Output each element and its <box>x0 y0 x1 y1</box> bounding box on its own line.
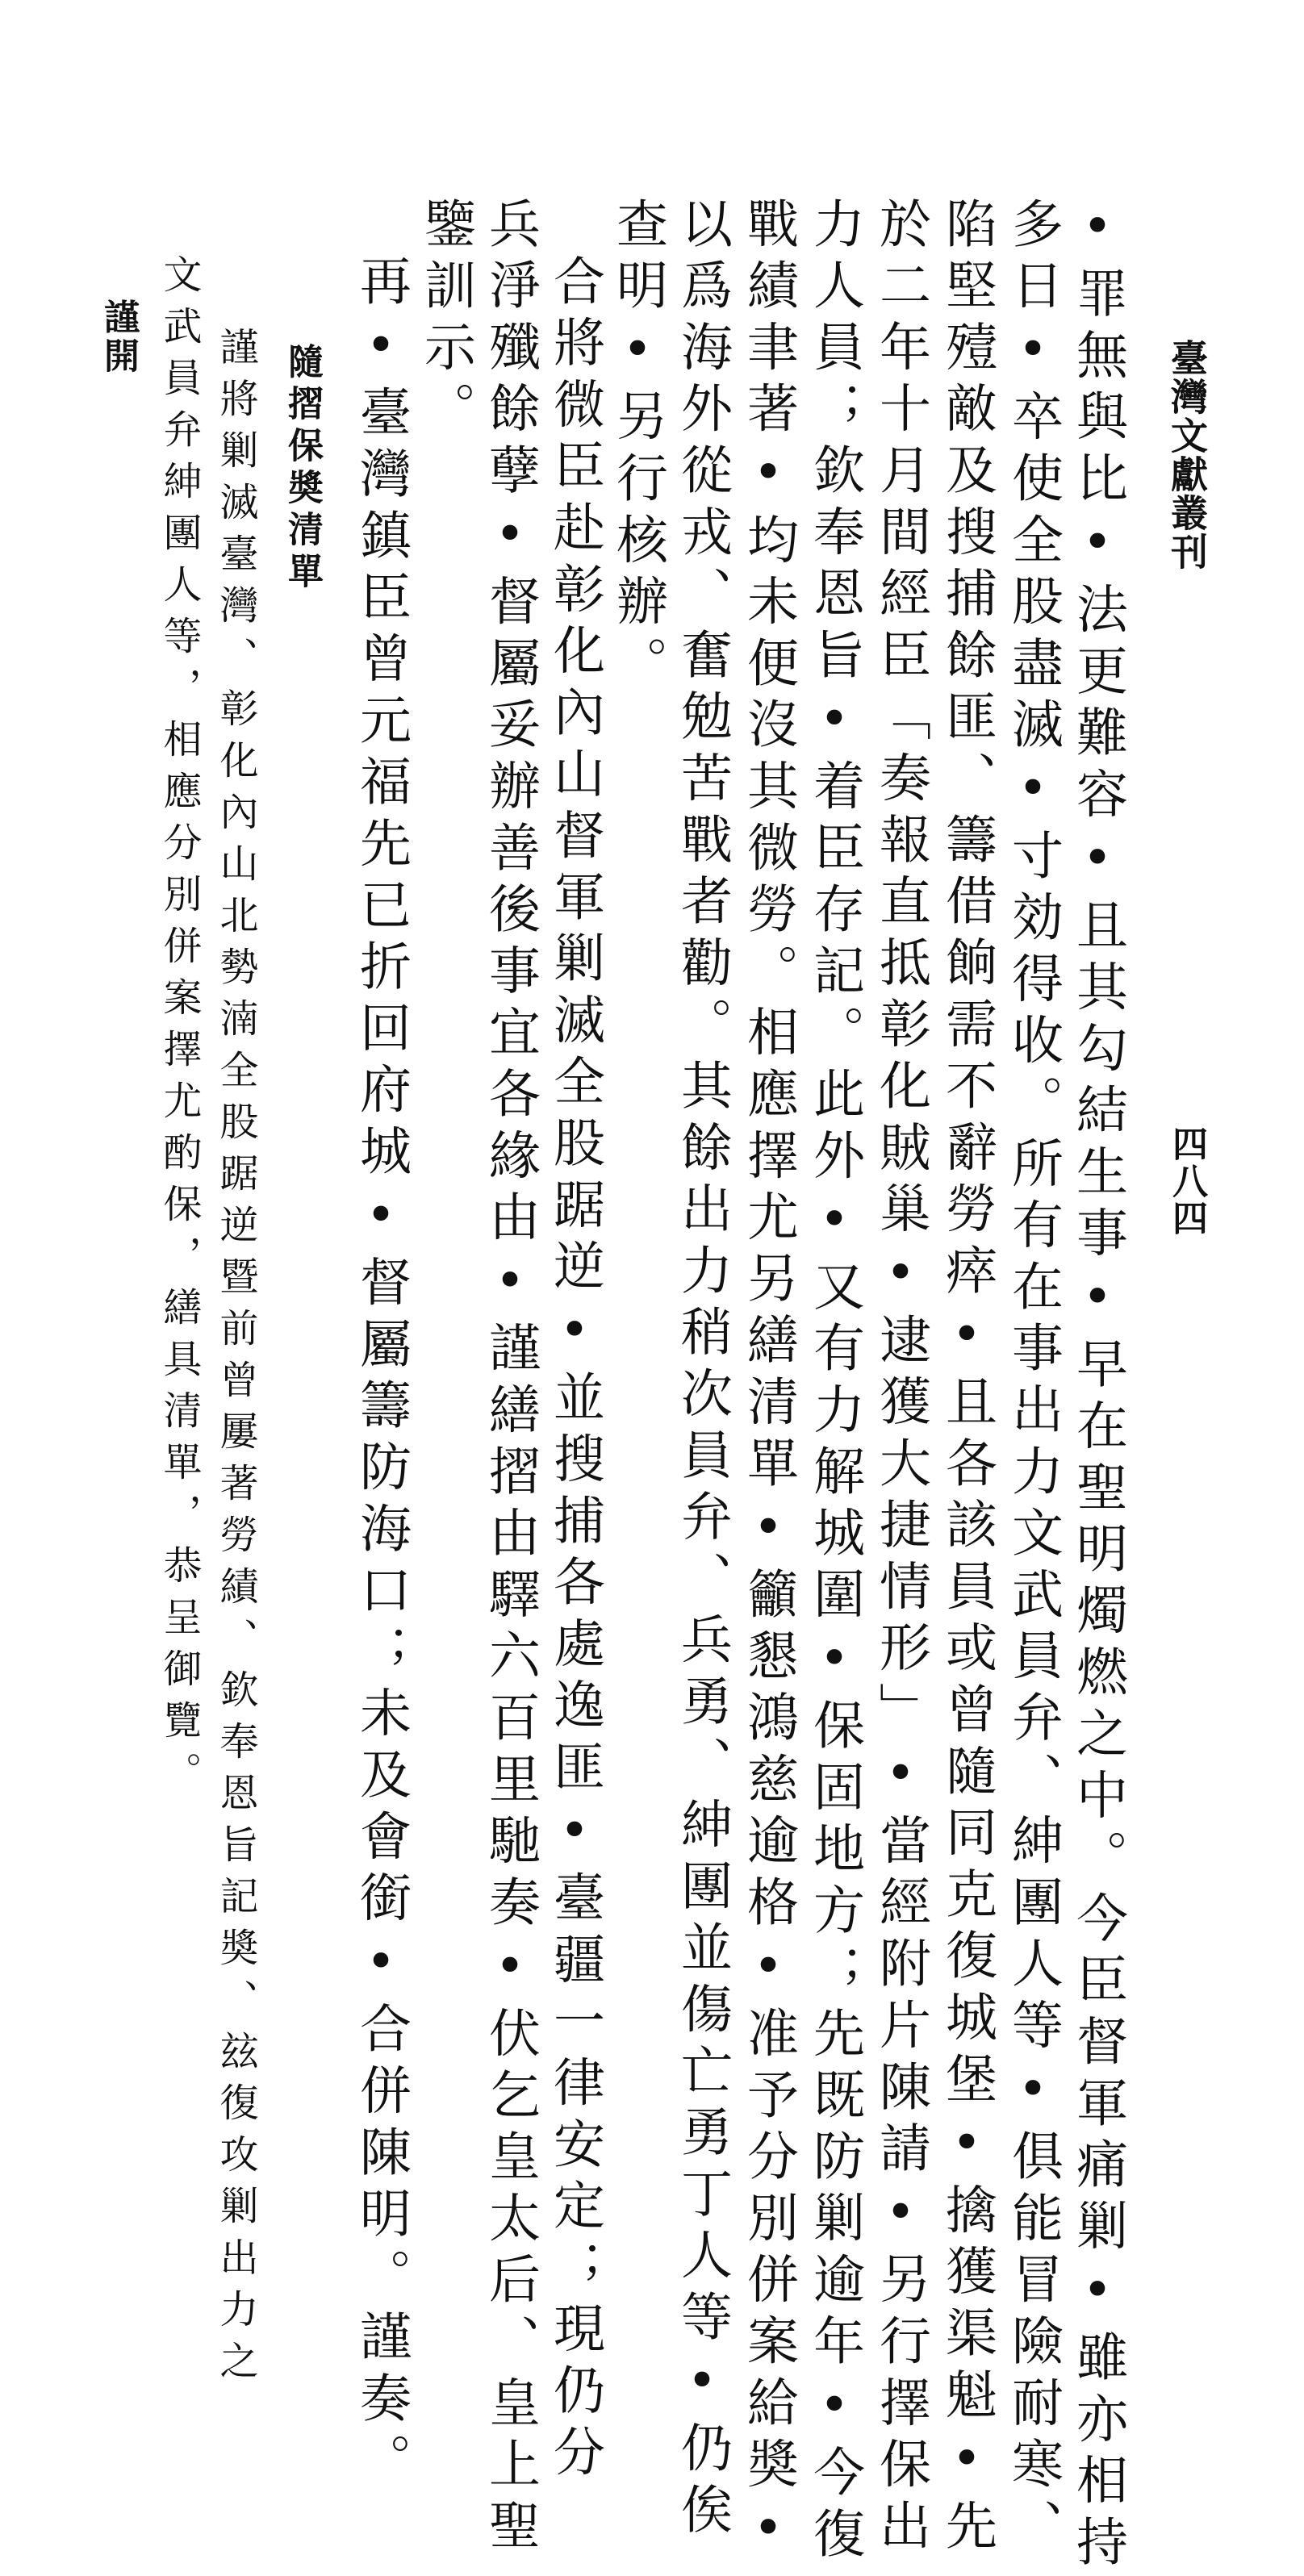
list-closing: 謹開 <box>98 299 139 376</box>
memorial-line: 鑒訓示。 <box>416 197 475 444</box>
list-line: 謹將剿滅臺灣、彰化內山北勢湳全股踞逆暨前曾屢著勞績、欽奉恩旨記奬、玆復攻剿出力之 <box>213 327 258 2392</box>
memorial-line: •罪無與比•法更難容•且其勾結生事•早在聖明燭燃之中。今臣督軍痛剿•雖亦相持 <box>1068 197 1127 2576</box>
memorial-line: 兵淨殲餘孽•督屬妥辦善後事宜各緣由•謹繕摺由驛六百里馳奏•伏乞皇太后、皇上聖 <box>480 197 540 2561</box>
memorial-line: 查明•另行核辦。 <box>608 197 667 698</box>
memorial-line: 於二年十月間經臣「奏報直抵彰化賊巢•逮獲大捷情形」•當經附片陳請•另行擇保出 <box>871 197 930 2561</box>
memorial-line: 再•臺灣鎮臣曾元福先已折回府城•督屬籌防海口；未及會銜•合併陳明。謹奏。 <box>351 254 411 2495</box>
list-line: 文武員弁紳團人等，相應分別併案擇尤酌保，繕具清單，恭呈御覽。 <box>157 254 202 1803</box>
memorial-line: 以爲海外從戎、奮勉苦戰者勸。其餘出力稍次員弁、兵勇、紳團並傷亡勇丁人等•仍俟 <box>672 197 732 2545</box>
memorial-line: 戰績聿著•均未便沒其微勞。相應擇尤另繕清單•籲懇鴻慈逾格•准予分別併案給奬• <box>738 197 798 2569</box>
memorial-line: 多日•卒使全股盡滅•寸効得收。所有在事出力文武員弁、紳團人等•俱能冒險耐寒、 <box>1003 197 1063 2561</box>
memorial-line: 陷堅殪敵及搜捕餘匪、籌借餉需不辭勞瘁•且各該員或曾隨同克復城堡•擒獲渠魁•先 <box>937 197 997 2561</box>
book-series-title: 臺灣文獻叢刊 <box>1165 339 1209 571</box>
list-heading: 隨摺保奬清單 <box>282 343 323 595</box>
memorial-line: 合將微臣赴彰化內山督軍剿滅全股踞逆•並搜捕各處逸匪•臺疆一律安定；現仍分 <box>545 254 604 2486</box>
page-number: 四八四 <box>1166 1125 1207 1237</box>
memorial-line: 力人員；欽奉恩旨•着臣存記。此外•又有力解城圍•保固地方；先既防剿逾年•今復 <box>805 197 864 2569</box>
